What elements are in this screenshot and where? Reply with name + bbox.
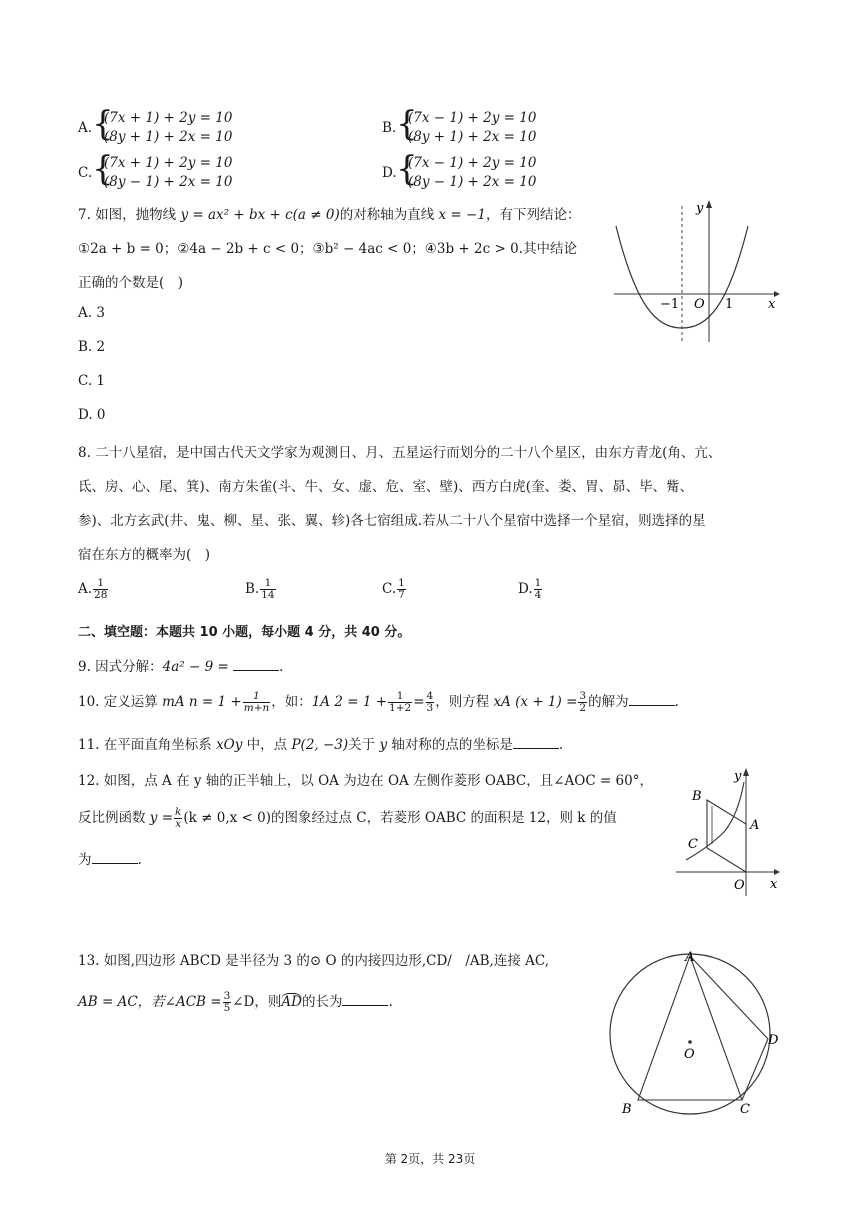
fraction-numerator: 1 xyxy=(388,691,412,703)
q8-option-d xyxy=(518,578,543,601)
fraction-denominator: m+n xyxy=(243,702,270,714)
q11-axis: y xyxy=(379,737,388,753)
q6-c-eq1: (7x + 1) + 2y = 10 xyxy=(104,155,233,171)
q11-point: P(2, −3) xyxy=(291,737,349,753)
fraction-denominator: 7 xyxy=(398,589,405,601)
q12-stem-line3 xyxy=(78,848,142,868)
fraction-numerator: k xyxy=(175,806,182,818)
q7-option-d: D. 0 xyxy=(78,407,106,423)
triangle-abc xyxy=(638,956,742,1100)
q6-option-b-label: B. xyxy=(382,120,397,136)
parabola-graph xyxy=(612,196,782,346)
q13-text: ∠D，则 xyxy=(232,994,282,1010)
q6-d-eq2: (8y − 1) + 2x = 10 xyxy=(408,174,537,190)
q13-stem-line1: 13. 如图,四边形 ABCD 是半径为 3 的⊙ O 的内接四边形,CD/ /AB,连接 AC, xyxy=(78,953,550,969)
x-axis-label: x xyxy=(768,297,776,312)
x-axis-arrow xyxy=(774,869,780,875)
origin-label: O xyxy=(734,878,745,893)
q9-line xyxy=(78,655,283,675)
fraction-denominator: 3 xyxy=(426,702,434,714)
fraction-numerator: 3 xyxy=(223,990,231,1002)
center-dot xyxy=(688,1040,692,1044)
q7-axis-equation: x = −1 xyxy=(438,207,486,223)
q7-option-a: A. 3 xyxy=(78,305,105,321)
fraction-denominator: 2 xyxy=(579,702,587,714)
q13-text: 的长为 xyxy=(301,994,343,1010)
point-a-label: A xyxy=(685,950,695,965)
brace: { xyxy=(396,149,418,189)
fraction-numerator: 3 xyxy=(579,690,587,702)
option-label: D. xyxy=(518,581,533,597)
option-label: B. xyxy=(245,581,260,597)
q6-c-eq2: (8y − 1) + 2x = 10 xyxy=(104,174,233,190)
answer-blank[interactable] xyxy=(233,658,279,671)
q7-text: ，有下列结论： xyxy=(485,207,581,223)
rhombus-oabc xyxy=(707,800,746,872)
q12-text: (k ≠ 0,x < 0)的图象经过点 C，若菱形 OABC 的面积是 12，则 k 的值 xyxy=(183,810,617,826)
y-axis-label: y xyxy=(696,201,704,216)
point-b-label: B xyxy=(622,1102,632,1117)
q7-stem-line1 xyxy=(78,203,580,223)
q6-b-eq2: (8y + 1) + 2x = 10 xyxy=(408,129,537,145)
q12-function: y = xyxy=(149,810,174,826)
page-footer: 第 2页，共 23页 xyxy=(384,1152,476,1166)
point-d-label: D xyxy=(768,1033,779,1048)
q11-text: 11. 在平面直角坐标系 xyxy=(78,737,217,753)
q12-text: 为 xyxy=(78,852,92,868)
q6-option-a-label: A. xyxy=(78,120,93,136)
fraction-numerator: 1 xyxy=(260,578,275,590)
q7-stem-line3: 正确的个数是( ) xyxy=(78,275,184,291)
fraction-denominator: 28 xyxy=(94,589,108,601)
q12-text: 反比例函数 xyxy=(78,810,150,826)
q9-period: . xyxy=(279,659,284,675)
q11-text: 关于 xyxy=(348,737,380,753)
chord-dc xyxy=(742,1039,768,1100)
brace: { xyxy=(396,104,418,144)
q10-example: 1A 2 = 1 + xyxy=(311,694,388,710)
point-b-label: B xyxy=(692,789,702,804)
chord-ad xyxy=(690,956,768,1039)
q7-option-c: C. 1 xyxy=(78,373,106,389)
option-label: A. xyxy=(78,581,93,597)
q12-stem-line1: 12. 如图，点 A 在 y 轴的正半轴上，以 OA 为边在 OA 左侧作菱形 OABC，且∠AOC = 60°， xyxy=(78,773,653,789)
tick-minus-one: −1 xyxy=(660,297,680,312)
q10-text: ，则方程 xyxy=(435,694,494,710)
point-a-label: A xyxy=(750,818,760,833)
q12-period: . xyxy=(137,852,142,868)
q11-period: . xyxy=(558,737,564,753)
q8-stem-line1: 8. 二十八星宿，是中国古代天文学家为观测日、月、五星运行而划分的二十八个星区，由东方青龙(角、亢、 xyxy=(78,445,722,461)
q11-text: 轴对称的点的坐标是 xyxy=(387,737,513,753)
q9-text: 9. 因式分解： xyxy=(78,659,163,675)
q13-period: . xyxy=(388,994,393,1010)
y-axis-arrow xyxy=(743,768,749,776)
fraction-denominator: 5 xyxy=(223,1002,231,1014)
x-axis-label: x xyxy=(770,877,778,892)
q8-option-c xyxy=(382,578,407,601)
q9-expression: 4a² − 9 = xyxy=(162,659,234,675)
q8-option-b xyxy=(245,578,277,601)
fraction-denominator: 1+2 xyxy=(389,702,412,714)
q10-text: ，如： xyxy=(271,694,312,710)
answer-blank[interactable] xyxy=(92,851,138,864)
brace: { xyxy=(92,104,114,144)
q6-d-eq1: (7x − 1) + 2y = 10 xyxy=(408,155,537,171)
equals-sign: = xyxy=(413,694,425,710)
fraction-numerator: 1 xyxy=(398,577,405,589)
fraction-numerator: 4 xyxy=(426,690,434,702)
center-label: O xyxy=(684,1047,695,1062)
q7-text: 7. 如图，抛物线 xyxy=(78,207,181,223)
rhombus-graph xyxy=(672,762,784,898)
answer-blank[interactable] xyxy=(342,993,388,1006)
q10-period: . xyxy=(674,694,679,710)
q10-equation: xA (x + 1) = xyxy=(493,694,578,710)
q6-a-eq2: (8y + 1) + 2x = 10 xyxy=(104,129,233,145)
q11-system: xOy xyxy=(216,737,243,753)
q6-b-eq1: (7x − 1) + 2y = 10 xyxy=(408,110,537,126)
origin-label: O xyxy=(694,297,705,312)
q8-stem-line4: 宿在东方的概率为( ) xyxy=(78,547,211,563)
q10-definition: mA n = 1 + xyxy=(162,694,242,710)
point-c-label: C xyxy=(740,1102,750,1117)
y-axis-arrow xyxy=(706,200,712,208)
fraction-numerator: 1 xyxy=(93,578,108,590)
option-label: C. xyxy=(382,581,397,597)
q8-stem-line3: 参)、北方玄武(井、鬼、柳、星、张、翼、轸)各七宿组成.若从二十八个星宿中选择一个星宿，则选择的星 xyxy=(78,513,706,529)
arc-ad: AD xyxy=(281,994,302,1010)
q6-option-c-label: C. xyxy=(78,165,93,181)
parabola-curve xyxy=(616,226,748,328)
q7-text: 的对称轴为直线 xyxy=(339,207,439,223)
brace: { xyxy=(92,149,114,189)
fraction-numerator: 1 xyxy=(534,577,542,589)
fraction-denominator: 4 xyxy=(534,589,542,601)
q11-text: 中，点 xyxy=(242,737,292,753)
q10-line xyxy=(78,690,679,714)
answer-blank[interactable] xyxy=(513,736,559,749)
fraction-numerator: 1 xyxy=(243,691,271,703)
circle-graph xyxy=(600,946,786,1122)
q13-condition: AB = AC，若∠ACB = xyxy=(78,994,222,1010)
y-axis-label: y xyxy=(734,769,742,784)
q10-text: 的解为 xyxy=(588,694,629,710)
fraction-denominator: 14 xyxy=(261,589,275,601)
q6-a-eq1: (7x + 1) + 2y = 10 xyxy=(104,110,233,126)
section-heading: 二、填空题：本题共 10 小题，每小题 4 分，共 40 分。 xyxy=(78,625,411,640)
tick-one: 1 xyxy=(725,297,734,312)
point-c-label: C xyxy=(688,837,698,852)
q7-equation: y = ax² + bx + c(a ≠ 0) xyxy=(180,207,340,223)
q6-option-d-label: D. xyxy=(382,165,397,181)
q7-option-b: B. 2 xyxy=(78,339,106,355)
q8-option-a xyxy=(78,578,109,601)
q10-text: 10. 定义运算 xyxy=(78,694,163,710)
q13-stem-line2 xyxy=(78,990,393,1014)
fraction-denominator: x xyxy=(175,818,182,830)
q8-stem-line2: 氐、房、心、尾、箕)、南方朱雀(斗、牛、女、虚、危、室、壁)、西方白虎(奎、娄、胃、昴、毕、觜、 xyxy=(78,479,694,495)
q11-line xyxy=(78,733,563,753)
q12-stem-line2 xyxy=(78,806,617,830)
answer-blank[interactable] xyxy=(629,693,675,706)
q7-stem-line2: ①2a + b = 0；②4a − 2b + c < 0；③b² − 4ac < 0；④3b + 2c > 0.其中结论 xyxy=(78,241,577,257)
